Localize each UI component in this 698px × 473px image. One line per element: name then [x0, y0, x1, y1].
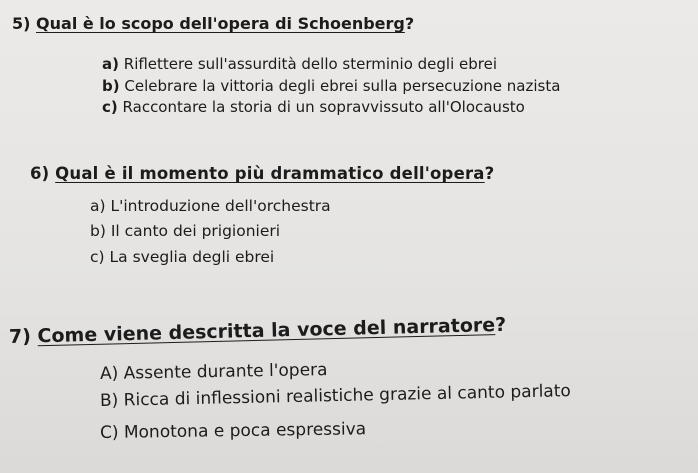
question-number: 5): [12, 14, 31, 33]
question-number: 7): [8, 325, 32, 348]
option-a: [102, 55, 497, 73]
option-text: La sveglia degli ebrei: [109, 248, 275, 266]
option-text: Monotona e poca espressiva: [123, 419, 367, 443]
option-b: [100, 381, 571, 411]
option-letter: b): [102, 77, 120, 95]
option-letter: C): [99, 422, 119, 443]
option-text: Riflettere sull'assurdità dello sterminio degli ebrei: [123, 55, 498, 73]
question-text: Qual è lo scopo dell'opera di Schoenberg: [36, 14, 405, 33]
option-letter: a): [90, 197, 106, 215]
option-letter: c): [90, 248, 105, 266]
question-mark: ?: [494, 313, 507, 337]
option-c: [100, 419, 366, 443]
option-letter: c): [102, 98, 118, 116]
option-text: Celebrare la vittoria degli ebrei sulla persecuzione nazista: [124, 77, 561, 95]
option-b: [102, 77, 560, 95]
option-c: [102, 98, 525, 116]
question-mark: ?: [404, 14, 415, 33]
option-text: Raccontare la storia di un sopravvissuto all'Olocausto: [122, 98, 525, 116]
option-letter: b): [90, 222, 106, 240]
question-5: [12, 14, 414, 33]
question-6: [30, 164, 494, 183]
option-a: [90, 197, 331, 215]
question-mark: ?: [484, 164, 495, 183]
option-letter: a): [102, 55, 119, 73]
question-number: 6): [30, 164, 50, 183]
question-7: [9, 314, 507, 348]
option-text: Assente durante l'opera: [123, 360, 328, 384]
option-text: Ricca di inflessioni realistiche grazie al canto parlato: [123, 381, 572, 411]
option-c: [90, 248, 274, 266]
option-text: L'introduzione dell'orchestra: [110, 197, 331, 215]
option-letter: B): [99, 390, 119, 411]
question-text: Come viene descritta la voce del narratore: [37, 314, 496, 348]
option-b: [90, 222, 280, 240]
question-text: Qual è il momento più drammatico dell'opera: [55, 164, 485, 183]
option-a: [100, 360, 328, 384]
option-letter: A): [99, 363, 119, 384]
option-text: Il canto dei prigionieri: [110, 222, 281, 240]
